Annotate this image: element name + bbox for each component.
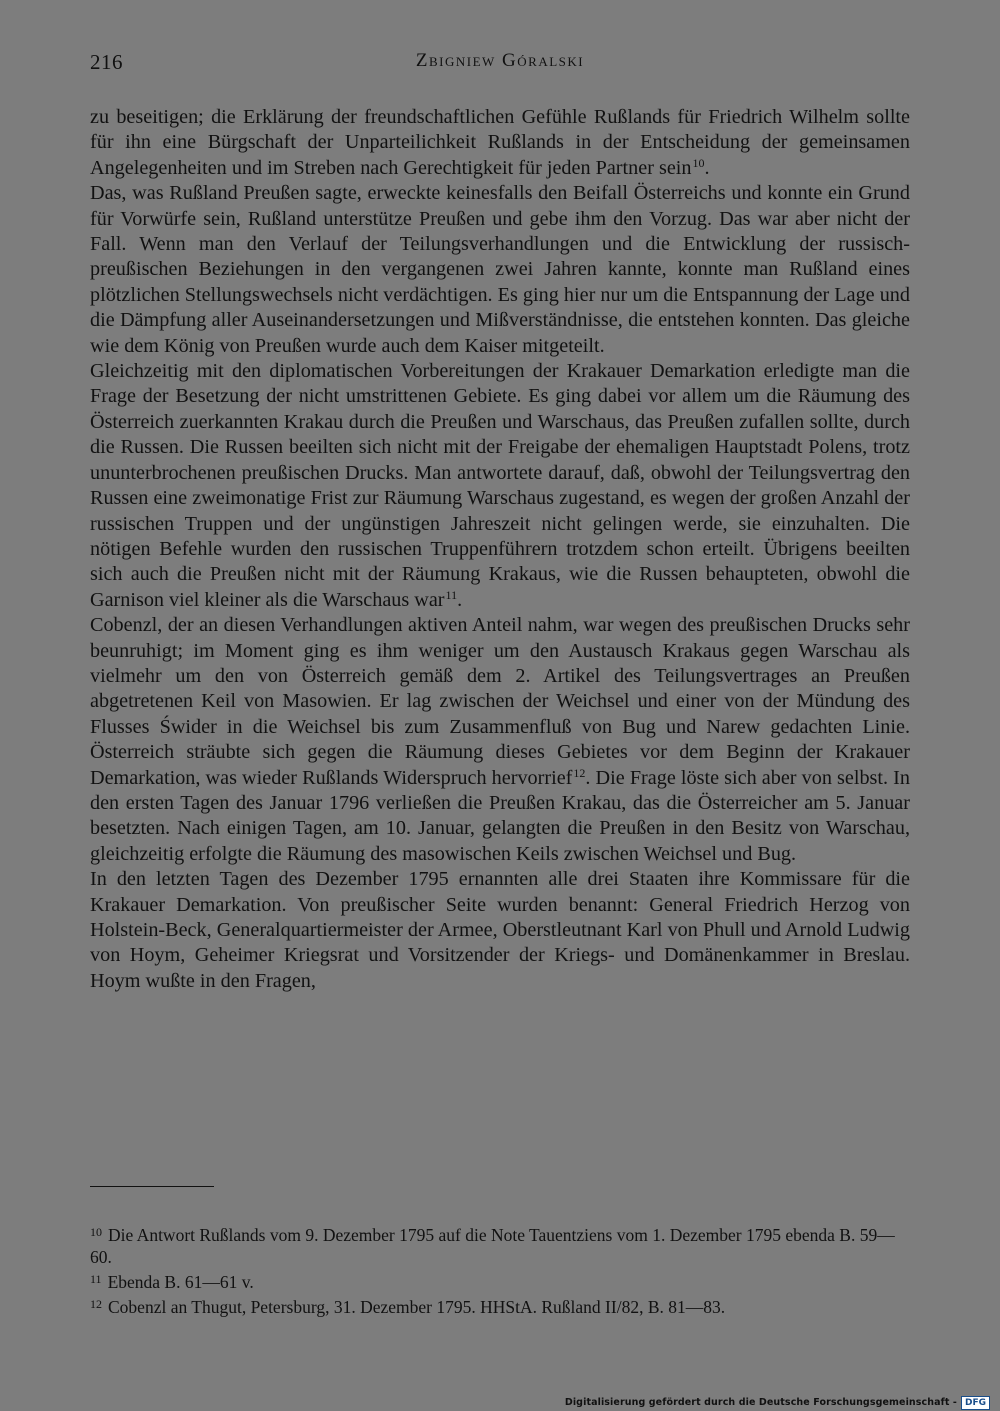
paragraph-3-text: Gleichzeitig mit den diplomatischen Vorbereitungen der Krakauer Demarkation erledigte man die Frage der Besetzung der nicht umstrittenen Gebiete. Es ging dabei vor allem um die Räumung des Österreich zuerkannten Krakau durch die Preußen und Warschaus, das Preußen zufallen sollte, durch die Russen. Die Russen beeilten sich nicht mit der Freigabe der ehemaligen Hauptstadt Polens, trotz ununterbrochenen preußischen Drucks. Man antwortete darauf, daß, obwohl der Teilungsvertrag den Russen eine zweimonatige Frist zur Räumung Warschaus zugestand, es wegen der großen Anzahl der russischen Truppen und der ungünstigen Jahreszeit nicht gelingen werde, sie einzuhalten. Die nötigen Befehle wurden den russischen Truppenführern trotzdem schon erteilt. Übrigens beeilten sich auch die Preußen nicht mit der Räumung Krakaus, wie die Russen behaupteten, obwohl die Garnison viel kleiner als die Warschaus war xyxy=(90,360,910,611)
page-header xyxy=(90,50,910,80)
footnote-number: 12 xyxy=(90,1297,102,1311)
dfg-logo-icon: DFG xyxy=(961,1396,990,1410)
page-number: 216 xyxy=(90,50,123,74)
footnote xyxy=(90,1268,910,1293)
footnote-text: Ebenda B. 61—61 v. xyxy=(107,1272,254,1292)
credit-text: Digitalisierung gefördert durch die Deutsche Forschungsgemeinschaft - xyxy=(564,1397,957,1408)
footnote-ref-11[interactable]: 11 xyxy=(445,587,458,602)
footnote-number: 11 xyxy=(90,1272,102,1286)
running-head: Zbigniew Góralski xyxy=(415,50,585,71)
footnote-text: Die Antwort Rußlands vom 9. Dezember 1795 auf die Note Tauentziens vom 1. Dezember 1795 ebenda B. 59—60. xyxy=(90,1225,895,1267)
footnote-ref-12[interactable]: 12 xyxy=(573,765,586,780)
body-text xyxy=(90,105,910,994)
footnote-number: 10 xyxy=(90,1225,102,1239)
digitization-credit xyxy=(565,1396,990,1409)
paragraph-4-text-a: Cobenzl, der an diesen Verhandlungen aktiven Anteil nahm, war wegen des preußischen Drucks sehr beunruhigt; im Moment ging es ihm weniger um den Austausch Krakaus gegen Warschau als vielmehr um den von Österreich gemäß dem 2. Artikel des Teilungsvertrages an Preußen abgetretenen Keil von Masowien. Er lag zwischen der Weichsel und einer von der Mündung des Flusses Świder in die Weichsel bis zum Zusammenfluß von Bug und Narew gedachten Linie. Österreich sträubte sich gegen die Räumung dieses Gebietes vor dem Beginn der Krakauer Demarkation, was wieder Rußlands Widerspruch hervorrief xyxy=(90,614,910,789)
paragraph-2: Das, was Rußland Preußen sagte, erweckte keinesfalls den Beifall Österreichs und konnte ein Grund für Vorwürfe sein, Rußland unterstütze Preußen und gebe ihm den Vorzug. Das war aber nicht der Fall. Wenn man den Verlauf der Teilungsverhandlungen und die Entwicklung der russisch-preußischen Beziehungen in den vergangenen zwei Jahren kannte, konnte man Rußland eines plötzlichen Stellungswechsels nicht verdächtigen. Es ging hier nur um die Entspannung der Lage und die Dämpfung aller Auseinandersetzungen und Mißverständnisse, die entstehen konnten. Das gleiche wie dem König von Preußen wurde auch dem Kaiser mitgeteilt. xyxy=(90,182,910,357)
footnote-ref-10[interactable]: 10 xyxy=(692,155,705,170)
paragraph-5: In den letzten Tagen des Dezember 1795 ernannten alle drei Staaten ihre Kommissare für die Krakauer Demarkation. Von preußischer Seite wurden benannt: General Friedrich Herzog von Holstein-Beck, Generalquartiermeister der Armee, Oberstleutnant Karl von Phull und Arnold Ludwig von Hoym, Geheimer Kriegsrat und Vorsitzender der Kriegs- und Domänenkammer in Breslau. Hoym wußte in den Fragen, xyxy=(90,868,910,992)
paragraph-4: Cobenzl, der an diesen Verhandlungen aktiven Anteil nahm, war wegen des preußischen Drucks sehr beunruhigt; im Moment ging es ihm weniger um den Austausch Krakaus gegen Warschau als vielmehr um den von Österreich gemäß dem 2. Artikel des Teilungsvertrages an Preußen abgetretenen Keil von Masowien. Er lag zwischen der Weichsel und einer von der Mündung des Flusses Świder in die Weichsel bis zum Zusammenfluß von Bug und Narew gedachten Linie. Österreich sträubte sich gegen die Räumung dieses Gebietes vor dem Beginn der Krakauer Demarkation, was wieder Rußlands Widerspruch hervorrief$^{12}$. Die Frage löste sich aber von selbst. In den ersten Tagen des Januar 1796 verließen die Preußen Krakau, das die Österreicher am 5. Januar besetzten. Nach einigen Tagen, am 10. Januar, gelangten die Preußen in den Besitz von Warschau, gleichzeitig erfolgte die Räumung des masowischen Keils zwischen Weichsel und Bug. xyxy=(90,614,910,865)
paragraph-3: Gleichzeitig mit den diplomatischen Vorbereitungen der Krakauer Demarkation erledigte man die Frage der Besetzung der nicht umstrittenen Gebiete. Es ging dabei vor allem um die Räumung des Österreich zuerkannten Krakau durch die Preußen und Warschaus, das Preußen zufallen sollte, durch die Russen. Die Russen beeilten sich nicht mit der Freigabe der ehemaligen Hauptstadt Polens, trotz ununterbrochenen preußischen Drucks. Man antwortete darauf, daß, obwohl der Teilungsvertrag den Russen eine zweimonatige Frist zur Räumung Warschaus zugestand, es wegen der großen Anzahl der russischen Truppen und der ungünstigen Jahreszeit nicht gelingen werde, sie einzuhalten. Die nötigen Befehle wurden den russischen Truppenführern trotzdem schon erteilt. Übrigens beeilten sich auch die Preußen nicht mit der Räumung Krakaus, wie die Russen behaupteten, obwohl die Garnison viel kleiner als die Warschaus war$^{11}$. xyxy=(90,360,910,611)
footnote-separator xyxy=(90,1186,214,1187)
footnote xyxy=(90,1293,910,1318)
paragraph-4-text-b: Die Frage löste sich aber von selbst. In den ersten Tagen des Januar 1796 verließen die Preußen Krakau, das die Österreicher am 5. Januar besetzten. Nach einigen Tagen, am 10. Januar, gelangten die Preußen in den Besitz von Warschau, gleichzeitig erfolgte die Räumung des masowischen Keils zwischen Weichsel und Bug. xyxy=(90,766,910,865)
footnote-text: Cobenzl an Thugut, Petersburg, 31. Dezember 1795. HHStA. Rußland II/82, B. 81—83. xyxy=(108,1297,726,1317)
footnotes xyxy=(90,1221,910,1318)
paragraph-1: zu beseitigen; die Erklärung der freundschaftlichen Gefühle Rußlands für Friedrich Wilhelm sollte für ihn eine Bürgschaft der Unparteilichkeit Rußlands in der Entscheidung der gemeinsamen Angelegenheiten und im Streben nach Gerechtigkeit für jeden Partner sein$^{10}$. xyxy=(90,106,910,179)
footnote xyxy=(90,1221,910,1268)
paragraph-1-text: zu beseitigen; die Erklärung der freundschaftlichen Gefühle Rußlands für Friedrich Wilhelm sollte für ihn eine Bürgschaft der Unparteilichkeit Rußlands in der Entscheidung der gemeinsamen Angelegenheiten und im Streben nach Gerechtigkeit für jeden Partner sein xyxy=(90,106,910,179)
